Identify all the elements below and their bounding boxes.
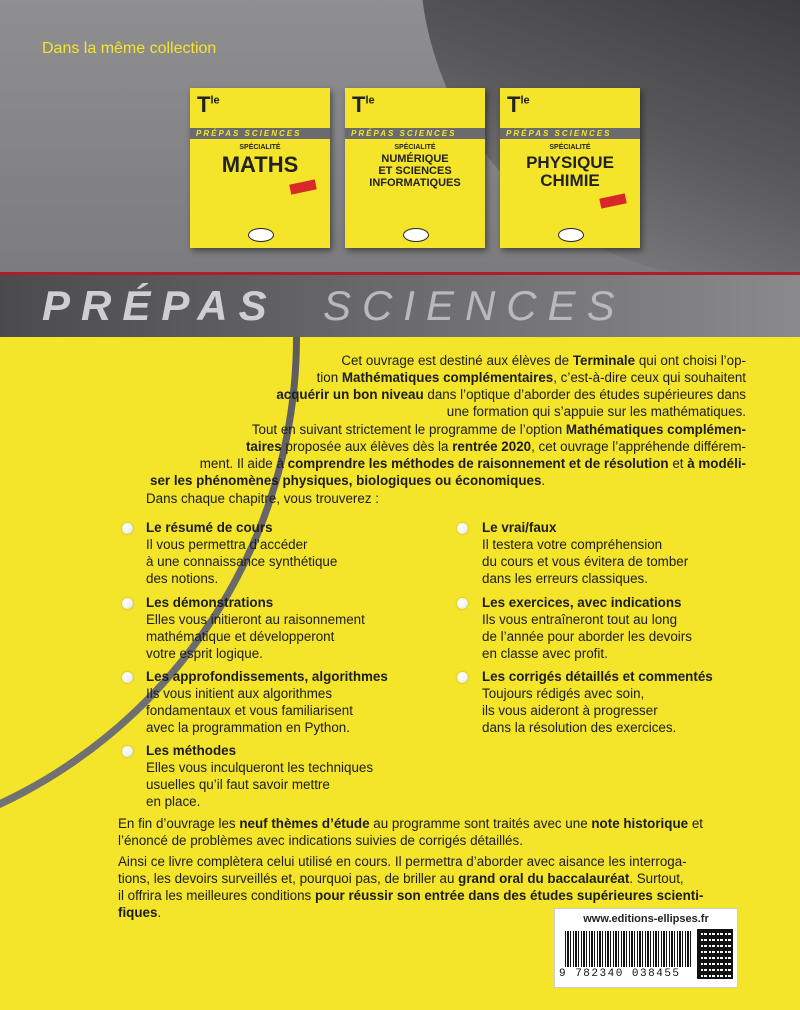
bullet-icon	[457, 672, 468, 683]
publisher-logo-icon	[558, 228, 584, 242]
feature-item: Les démonstrations Elles vous initieront au raisonnement mathématique et développeront votre esprit logique.	[146, 595, 365, 661]
book-collection-band: PRÉPAS SCIENCES	[345, 128, 485, 139]
collection-label: Dans la même collection	[42, 40, 217, 57]
book-spec: SPÉCIALITÉ	[394, 144, 436, 151]
feature-item: Les méthodes Elles vous inculqueront les techniques usuelles qu’il faut savoir mettre en place.	[146, 743, 374, 809]
book-subject-line-2: ET SCIENCES	[378, 165, 452, 177]
outro-paragraph-1: En fin d’ouvrage les neuf thèmes d’étude au programme sont traités avec une note historique et l’énoncé de problèmes avec indications suivies de corrigés détaillés.	[118, 816, 703, 848]
book-spec: SPÉCIALITÉ	[549, 144, 591, 151]
publisher-logo-icon	[403, 228, 429, 242]
bullet-icon	[122, 523, 133, 534]
intro-paragraph-1: Cet ouvrage est destiné aux élèves de Terminale qui ont choisi l’op- tion Mathématiques complémentaires, c’est-à-dire ceux qui souhaitent acquérir un bon niveau dans l’optique d’aborder des études supérieures dans une formation qui s’appuie sur les mathématiques.	[276, 353, 746, 419]
bullet-icon	[457, 523, 468, 534]
bullet-icon	[122, 672, 133, 683]
book-subject-line-1: PHYSIQUE	[526, 153, 614, 172]
bullet-icon	[122, 746, 133, 757]
bullet-icon	[457, 598, 468, 609]
book-cover-maths: $T^{le}$ PRÉPAS SCIENCES SPÉCIALITÉ MATHS	[190, 88, 330, 248]
feature-item: Les corrigés détaillés et commentés Toujours rédigés avec soin, ils vous aideront à progresser dans la résolution des exercices.	[482, 669, 713, 735]
book-subject-line-3: INFORMATIQUES	[369, 177, 461, 189]
seal-icon	[599, 193, 627, 208]
collection-banner	[0, 275, 800, 337]
feature-item: Le vrai/faux Il testera votre compréhension du cours et vous évitera de tomber dans les erreurs classiques.	[482, 520, 689, 586]
book-collection-band: PRÉPAS SCIENCES	[190, 128, 330, 139]
seal-icon	[289, 179, 317, 194]
feature-item: Le résumé de cours Il vous permettra d’accéder à une connaissance synthétique des notions.	[146, 520, 338, 586]
banner-light-word: SCIENCES	[322, 282, 626, 329]
publisher-logo-icon	[248, 228, 274, 242]
outro-paragraph-2: Ainsi ce livre complètera celui utilisé en cours. Il permettra d’aborder avec aisance les interroga- tions, les devoirs surveillés et, pourquoi pas, de briller au grand oral du baccalauréat. Surtout, il offrira les meilleures conditions pour réussir son entrée dans des études supérieures scienti- fiques.	[118, 854, 704, 920]
banner-bold-word: PRÉPAS	[42, 282, 278, 329]
book-subject-line-1: NUMÉRIQUE	[381, 153, 449, 165]
barcode-panel	[554, 908, 738, 988]
intro-paragraph-2: Tout en suivant strictement le programme de l’option Mathématiques complémen- taires proposée aux élèves dès la rentrée 2020, cet ouvrage l’appréhende différem- ment. Il aide à comprendre les méthodes de raisonnement et de résolution et à modéli- ser les phénomènes physiques, biologiques ou économiques.	[150, 422, 746, 488]
book-collection-band: PRÉPAS SCIENCES	[500, 128, 640, 139]
isbn-number: 9 782340 038455	[559, 968, 681, 980]
book-subject: MATHS	[221, 152, 299, 177]
publisher-url: www.editions-ellipses.fr	[583, 913, 709, 925]
intro-paragraph-3: Dans chaque chapitre, vous trouverez :	[146, 491, 379, 506]
book-cover-physique-chimie: $T^{le}$ PRÉPAS SCIENCES SPÉCIALITÉ PHYSIQUE CHIMIE	[500, 88, 640, 248]
feature-item: Les exercices, avec indications Ils vous entraîneront tout au long de l’année pour aborder les devoirs en classe avec profit.	[482, 595, 692, 661]
qr-code-icon	[699, 931, 731, 977]
barcode-icon	[565, 931, 693, 967]
book-subject-line-2: CHIMIE	[540, 171, 600, 190]
top-gray-panel	[0, 0, 800, 272]
book-spec: SPÉCIALITÉ	[239, 144, 281, 151]
book-cover-nsi: $T^{le}$ PRÉPAS SCIENCES SPÉCIALITÉ NUMÉRIQUE ET SCIENCES INFORMATIQUES	[345, 88, 485, 248]
feature-item: Les approfondissements, algorithmes Ils vous initient aux algorithmes fondamentaux et vous familiarisent avec la programmation en Python.	[146, 669, 388, 735]
bullet-icon	[122, 598, 133, 609]
